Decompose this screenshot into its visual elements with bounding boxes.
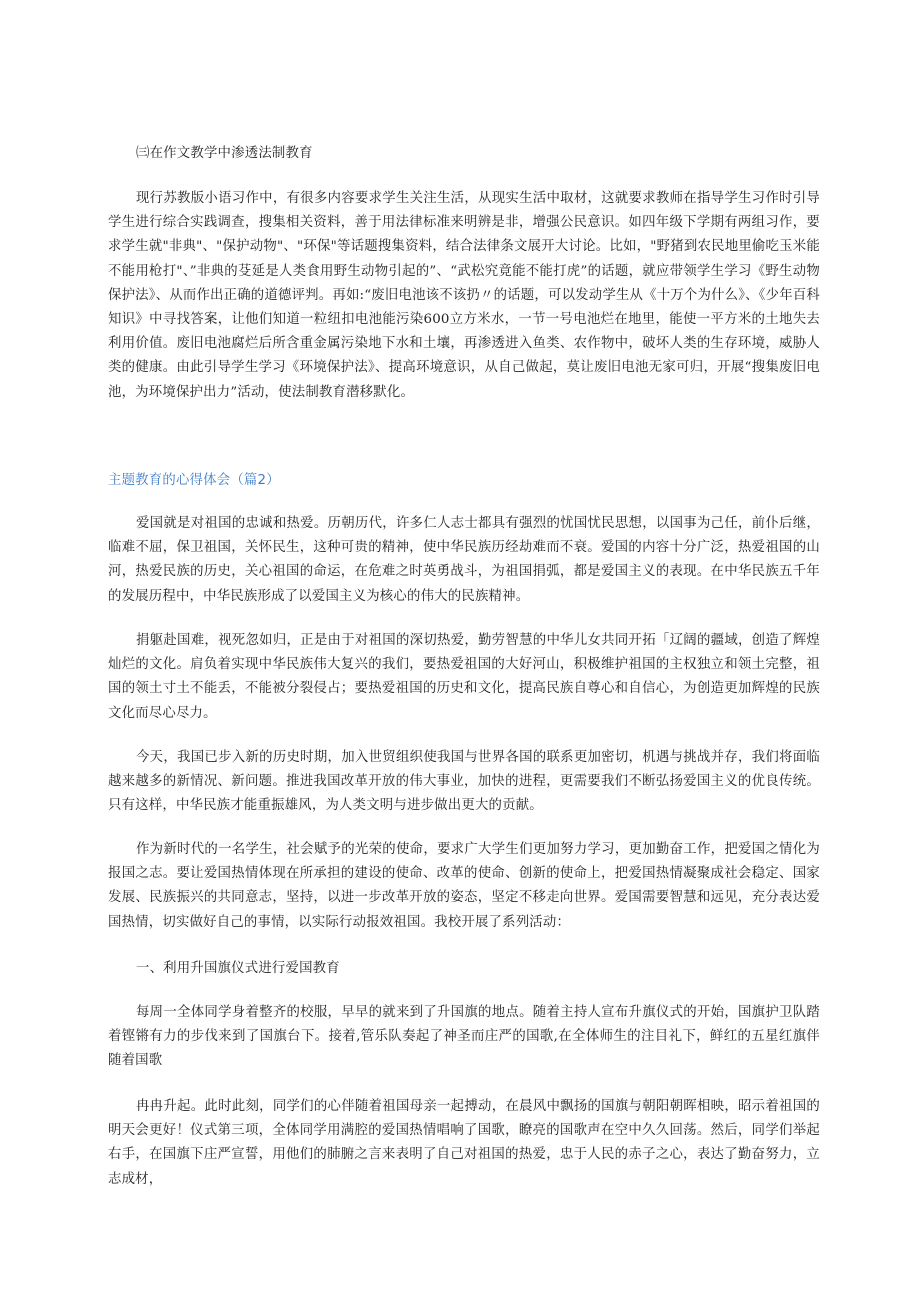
article-title: 主题教育的心得体会（篇2）	[108, 473, 280, 488]
section-paragraph-legal-education: 现行苏教版小语习作中，有很多内容要求学生关注生活，从现实生活中取材，这就要求教师在指导学生习作时引导学生进行综合实践调查，搜集相关资料，善于用法律标准来明辨是非，增强公民意识。如四年级下学期有两组习作，要求学生就"非典"、"保护动物"、"环保"等话题搜集资料，结合法律条文展开大讨论。比如，"野猪到农民地里偷吃玉米能不能用枪打"、”非典的芟延是人类食用野生动物引起的”、“武松究竟能不能打虎”的话题，就应带领学生学习《野生动物保护法》、从而作出正确的道德评判。再如:“废旧电池该不该扔〃的话题，可以发动学生从《十万个为什么》、《少年百科知识》中寻找答案，让他们知道一粒纽扣电池能污染600立方米水，一节一号电池烂在地里，能使一平方米的土地失去利用价值。废旧电池腐烂后所含重金属污染地下水和土壤，再渗透进入鱼类、农作物中，破坏人类的生存环境，威胁人类的健康。由此引导学生学习《环境保护法》、提高环境意识，从自己做起，莫让废旧电池无家可归，开展“搜集废旧电池，为环境保护出力”活动，使法制教育潜移默化。	[108, 191, 820, 400]
body-paragraph-1: 爱国就是对祖国的忠诚和热爱。历朝历代，许多仁人志士都具有强烈的忧国忧民思想，以国事为己任，前仆后继，临难不屈，保卫祖国，关怀民生，这种可贵的精神，使中华民族历经劫难而不衰。爱国的内容十分广泛，热爱祖国的山河，热爱民族的历史，关心祖国的命运，在危难之时英勇战斗，为祖国捐弧，都是爱国主义的表现。在中华民族五千年的发展历程中，中华民族形成了以爱国主义为核心的伟大的民族精神。	[108, 516, 820, 604]
section-heading-legal-education: ㈢在作文教学中渗透法制教育	[136, 146, 313, 161]
body-paragraph-6: 冉冉升起。此时此刻，同学们的心伴随着祖国母亲一起搏动，在晨风中飘扬的国旗与朝阳朝晖相映，昭示着祖国的明天会更好！仪式第三项，全体同学用满腔的爱国热情唱响了国歌，瞭亮的国歌声在空中久久回荡。然后，同学们举起右手，在国旗下庄严宣誓，用他们的肺腑之言来表明了自己对祖国的热爱，忠于人民的赤子之心，表达了勤奋努力，立志成材，	[108, 1099, 820, 1187]
subheading-flag-ceremony: 一、利用升国旗仪式进行爱国教育	[136, 961, 340, 976]
body-paragraph-2: 捐躯赴国难，视死忽如归，正是由于对祖国的深切热爱，勤劳智慧的中华儿女共同开拓「辽阔的疆域，创造了辉煌灿烂的文化。肩负着实现中华民族伟大复兴的我们，要热爱祖国的大好河山，积极维护祖国的主权独立和领土完整，祖国的领土寸土不能丢，不能被分裂侵占；要热爱祖国的历史和文化，提高民族自尊心和自信心，为创造更加辉煌的民族文化而尽心尽力。	[108, 633, 820, 721]
body-paragraph-4: 作为新时代的一名学生，社会赋予的光荣的使命，要求广大学生们更加努力学习，更加勤奋工作，把爱国之情化为报国之志。要让爱国热情体现在所承担的建设的使命、改革的使命、创新的使命上，把爱国热情凝聚成社会稳定、国家发展、民族振兴的共同意志，坚持，以进一步改革开放的姿态，坚定不移走向世界。爱国需要智慧和远见，充分表达爱国热情，切实做好自己的事情，以实际行动报效祖国。我校开展了系列活动：	[108, 842, 820, 930]
body-paragraph-5: 每周一全体同学身着整齐的校服，早早的就来到了升国旗的地点。随着主持人宣布升旗仪式的开始，国旗护卫队踏着铿锵有力的步伐来到了国旗台下。接着,管乐队奏起了神圣而庄严的国歌,在全体师生的注目礼下，鲜红的五星红旗伴随着国歌	[108, 1005, 820, 1069]
body-paragraph-3: 今天，我国已步入新的历史时期，加入世贸组织使我国与世界各国的联系更加密切，机遇与挑战并存，我们将面临越来越多的新情况、新问题。推进我国改革开放的伟大事业，加快的进程，更需要我们不断弘扬爱国主义的优良传统。只有这样，中华民族才能重振雄风，为人类文明与进步做出更大的贡献。	[108, 750, 820, 814]
